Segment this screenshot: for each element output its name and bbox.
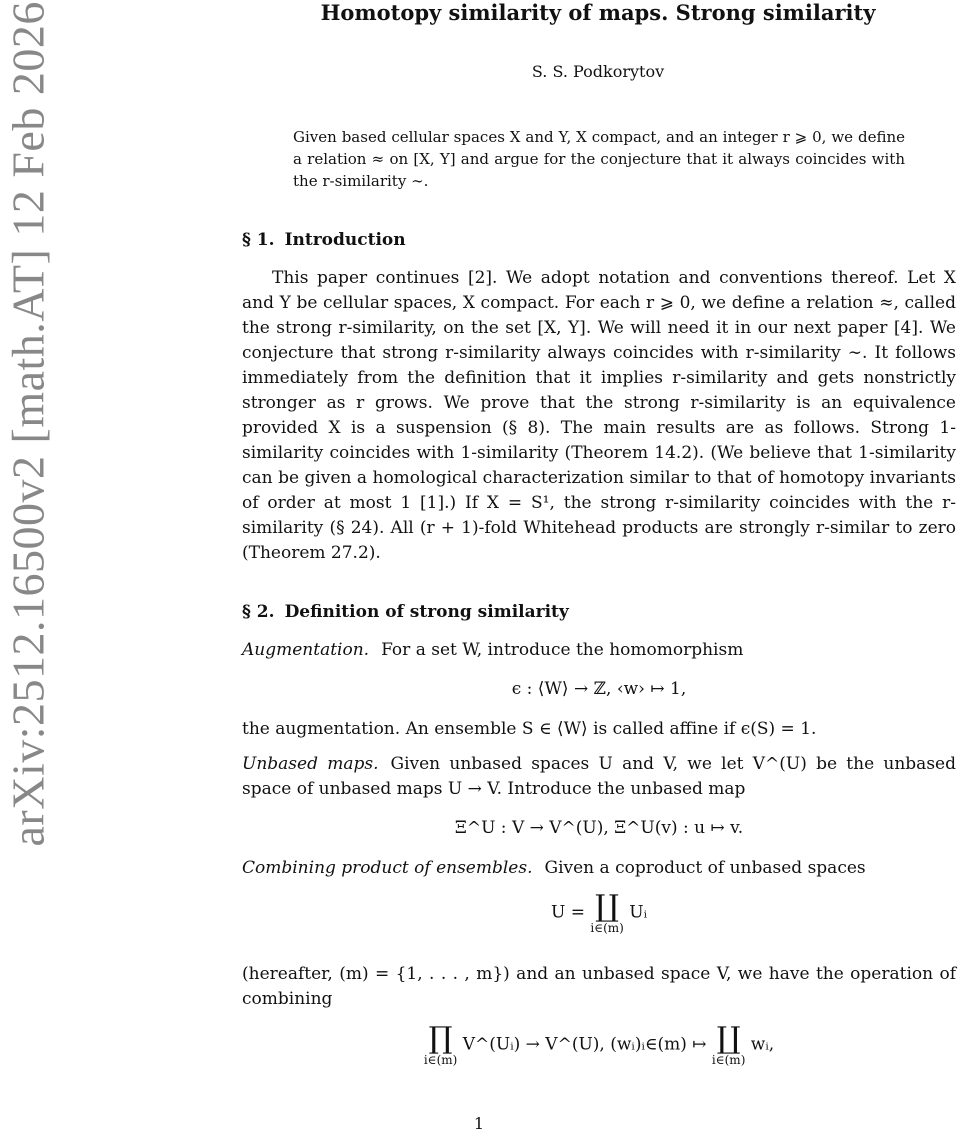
unbased-paragraph: Unbased maps. Given unbased spaces U and V, we let V^(U) be the unbased space of unbased maps U → V. Introduce the unbased map [242, 754, 956, 799]
section-1-paragraph: This paper continues [2]. We adopt notation and conventions thereof. Let X and Y be cellular spaces, X compact. For each r ⩾ 0, we define a relation ≈, called the strong r-similarity, on the set [X, Y]. We will need it in our next paper [4]. We conjecture that strong r-similarity always coincides with r-similarity ∼. It follows immediately from the definition that it implies r-similarity and gets nonstrictly stronger as r grows. We prove that the strong r-similarity is an equivalence provided X is a suspension (§ 8). The main results are as follows. Strong 1-similarity coincides with 1-similarity (Theorem 14.2). (We believe that 1-similarity can be given a homological characterization similar to that of homotopy invariants of order at most 1 [1].) If X = S¹, the strong r-similarity coincides with the r-similarity (§ 24). All (r + 1)-fold Whitehead products are strongly r-similar to zero (Theorem 27.2). [242, 268, 956, 563]
combining-after: (hereafter, (m) = {1, . . . , m}) and an unbased space V, we have the operation of combining [242, 964, 956, 1009]
paper-title: Homotopy similarity of maps. Strong similarity [320, 0, 876, 25]
section-1-heading: § 1. Introduction [242, 230, 406, 250]
author: S. S. Podkorytov [531, 62, 665, 81]
page-number: 1 [473, 1114, 485, 1133]
coproduct-formula: U = ∐ i∈(m) Uᵢ [550, 889, 647, 935]
augmentation-after: the augmentation. An ensemble S ∈ ⟨W⟩ is called affine if ϵ(S) = 1. [242, 719, 817, 739]
arxiv-stamp: arXiv:2512.16500v2 [math.AT] 12 Feb 2026 [2, 1, 54, 847]
augmentation-paragraph: Augmentation. For a set W, introduce the homomorphism [242, 640, 744, 660]
unbased-formula: Ξ^U : V → V^(U), Ξ^U(v) : u ↦ v. [454, 818, 744, 838]
augmentation-formula: ϵ : ⟨W⟩ → ℤ, ‹w› ↦ 1, [511, 679, 687, 699]
section-2-heading: § 2. Definition of strong similarity [242, 602, 569, 622]
combining-paragraph: Combining product of ensembles. Given a coproduct of unbased spaces [242, 858, 866, 878]
abstract: Given based cellular spaces X and Y, X compact, and an integer r ⩾ 0, we define a relation ≈ on [X, Y] and argue for the conjecture that it always coincides with the r-similarity ∼. [293, 128, 905, 190]
combining-formula: ∏ i∈(m) V^(Uᵢ) → V^(U), (wᵢ)ᵢ∈(m) ↦ ∐ i∈(m) wᵢ, [423, 1021, 775, 1067]
